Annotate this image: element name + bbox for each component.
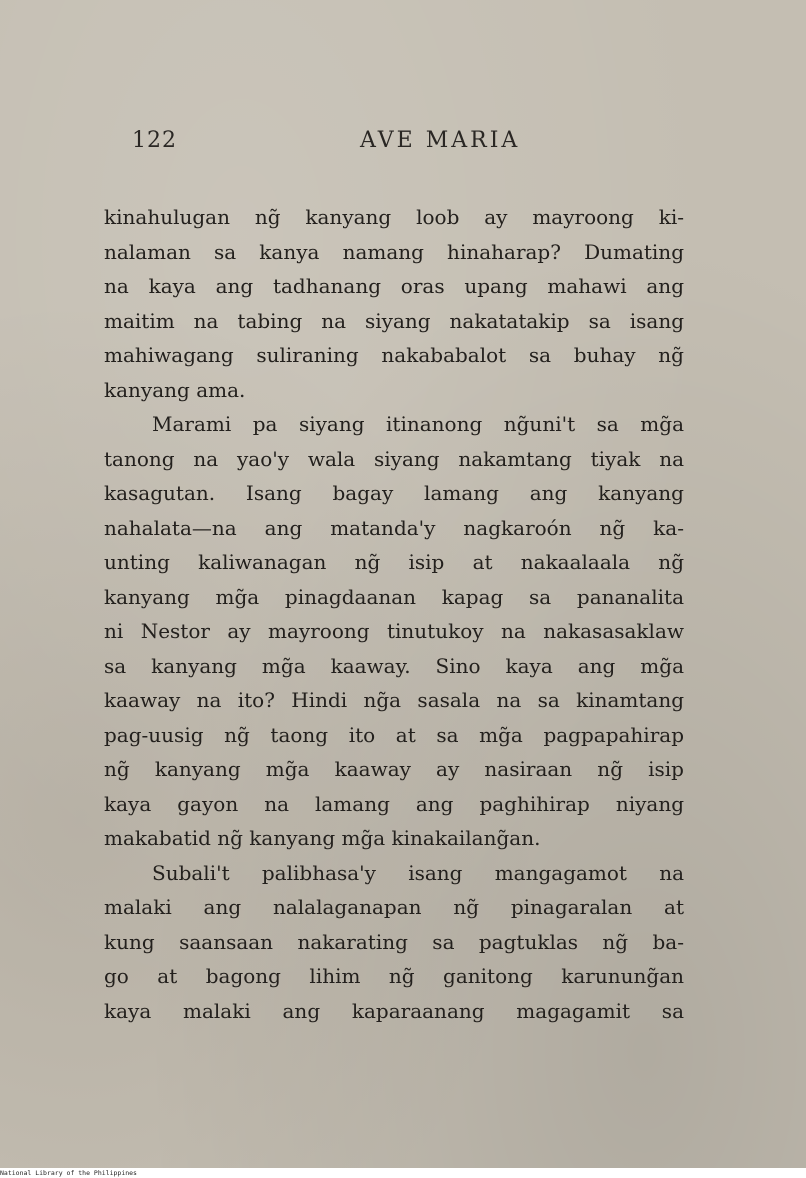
text-line: malaki ang nalalaganapan ng̃ pinagaralan at: [104, 895, 684, 919]
text-line: nahalata—na ang matanda'y nagkaroón ng̃ ka-: [104, 515, 684, 540]
text-line: kung saansaan nakarating sa pagtuklas ng̃ ba-: [104, 929, 684, 954]
text-line: kaaway na ito? Hindi ng̃a sasala na sa kinamtang: [104, 688, 684, 712]
text-line: ng̃ kanyang mg̃a kaaway ay nasiraan ng̃ isip: [104, 757, 684, 781]
text-line: kanyang ama.: [104, 377, 246, 402]
text-line: sa kanyang mg̃a kaaway. Sino kaya ang mg̃a: [104, 653, 684, 678]
text-line: nalaman sa kanya namang hinaharap? Dumating: [104, 239, 684, 264]
text-line: ni Nestor ay mayroong tinutukoy na nakasasaklaw: [104, 619, 684, 643]
library-credit: National Library of the Philippines: [0, 1169, 137, 1177]
text-line: unting kaliwanagan ng̃ isip at nakaalaala ng̃: [104, 550, 684, 574]
text-line: kasagutan. Isang bagay lamang ang kanyang: [104, 481, 684, 505]
text-line: kaya malaki ang kaparaanang magagamit sa: [104, 998, 684, 1023]
text-line: Subali't palibhasa'y isang mangagamot na: [152, 860, 684, 885]
text-line: na kaya ang tadhanang oras upang mahawi ang: [104, 274, 684, 298]
text-line: kinahulugan ng̃ kanyang loob ay mayroong ki-: [104, 205, 684, 229]
text-line: Marami pa siyang itinanong ng̃uni't sa mg̃a: [152, 412, 684, 436]
text-line: go at bagong lihim ng̃ ganitong karunung̃an: [104, 964, 684, 988]
text-line: kanyang mg̃a pinagdaanan kapag sa pananalita: [104, 584, 684, 609]
text-line: pag-uusig ng̃ taong ito at sa mg̃a pagpapahirap: [104, 722, 684, 747]
body-text: [104, 200, 684, 1028]
text-line: kaya gayon na lamang ang paghihirap niyang: [104, 791, 684, 816]
page-number: 122: [132, 128, 177, 153]
text-line: makabatid ng̃ kanyang mg̃a kinakailang̃an.: [104, 826, 541, 850]
running-head: [132, 128, 532, 162]
text-line: maitim na tabing na siyang nakatatakip sa isang: [104, 308, 684, 333]
running-title: AVE MARIA: [360, 128, 521, 153]
text-line: tanong na yao'y wala siyang nakamtang tiyak na: [104, 446, 684, 471]
text-line: mahiwagang suliraning nakababalot sa buhay ng̃: [104, 343, 684, 367]
